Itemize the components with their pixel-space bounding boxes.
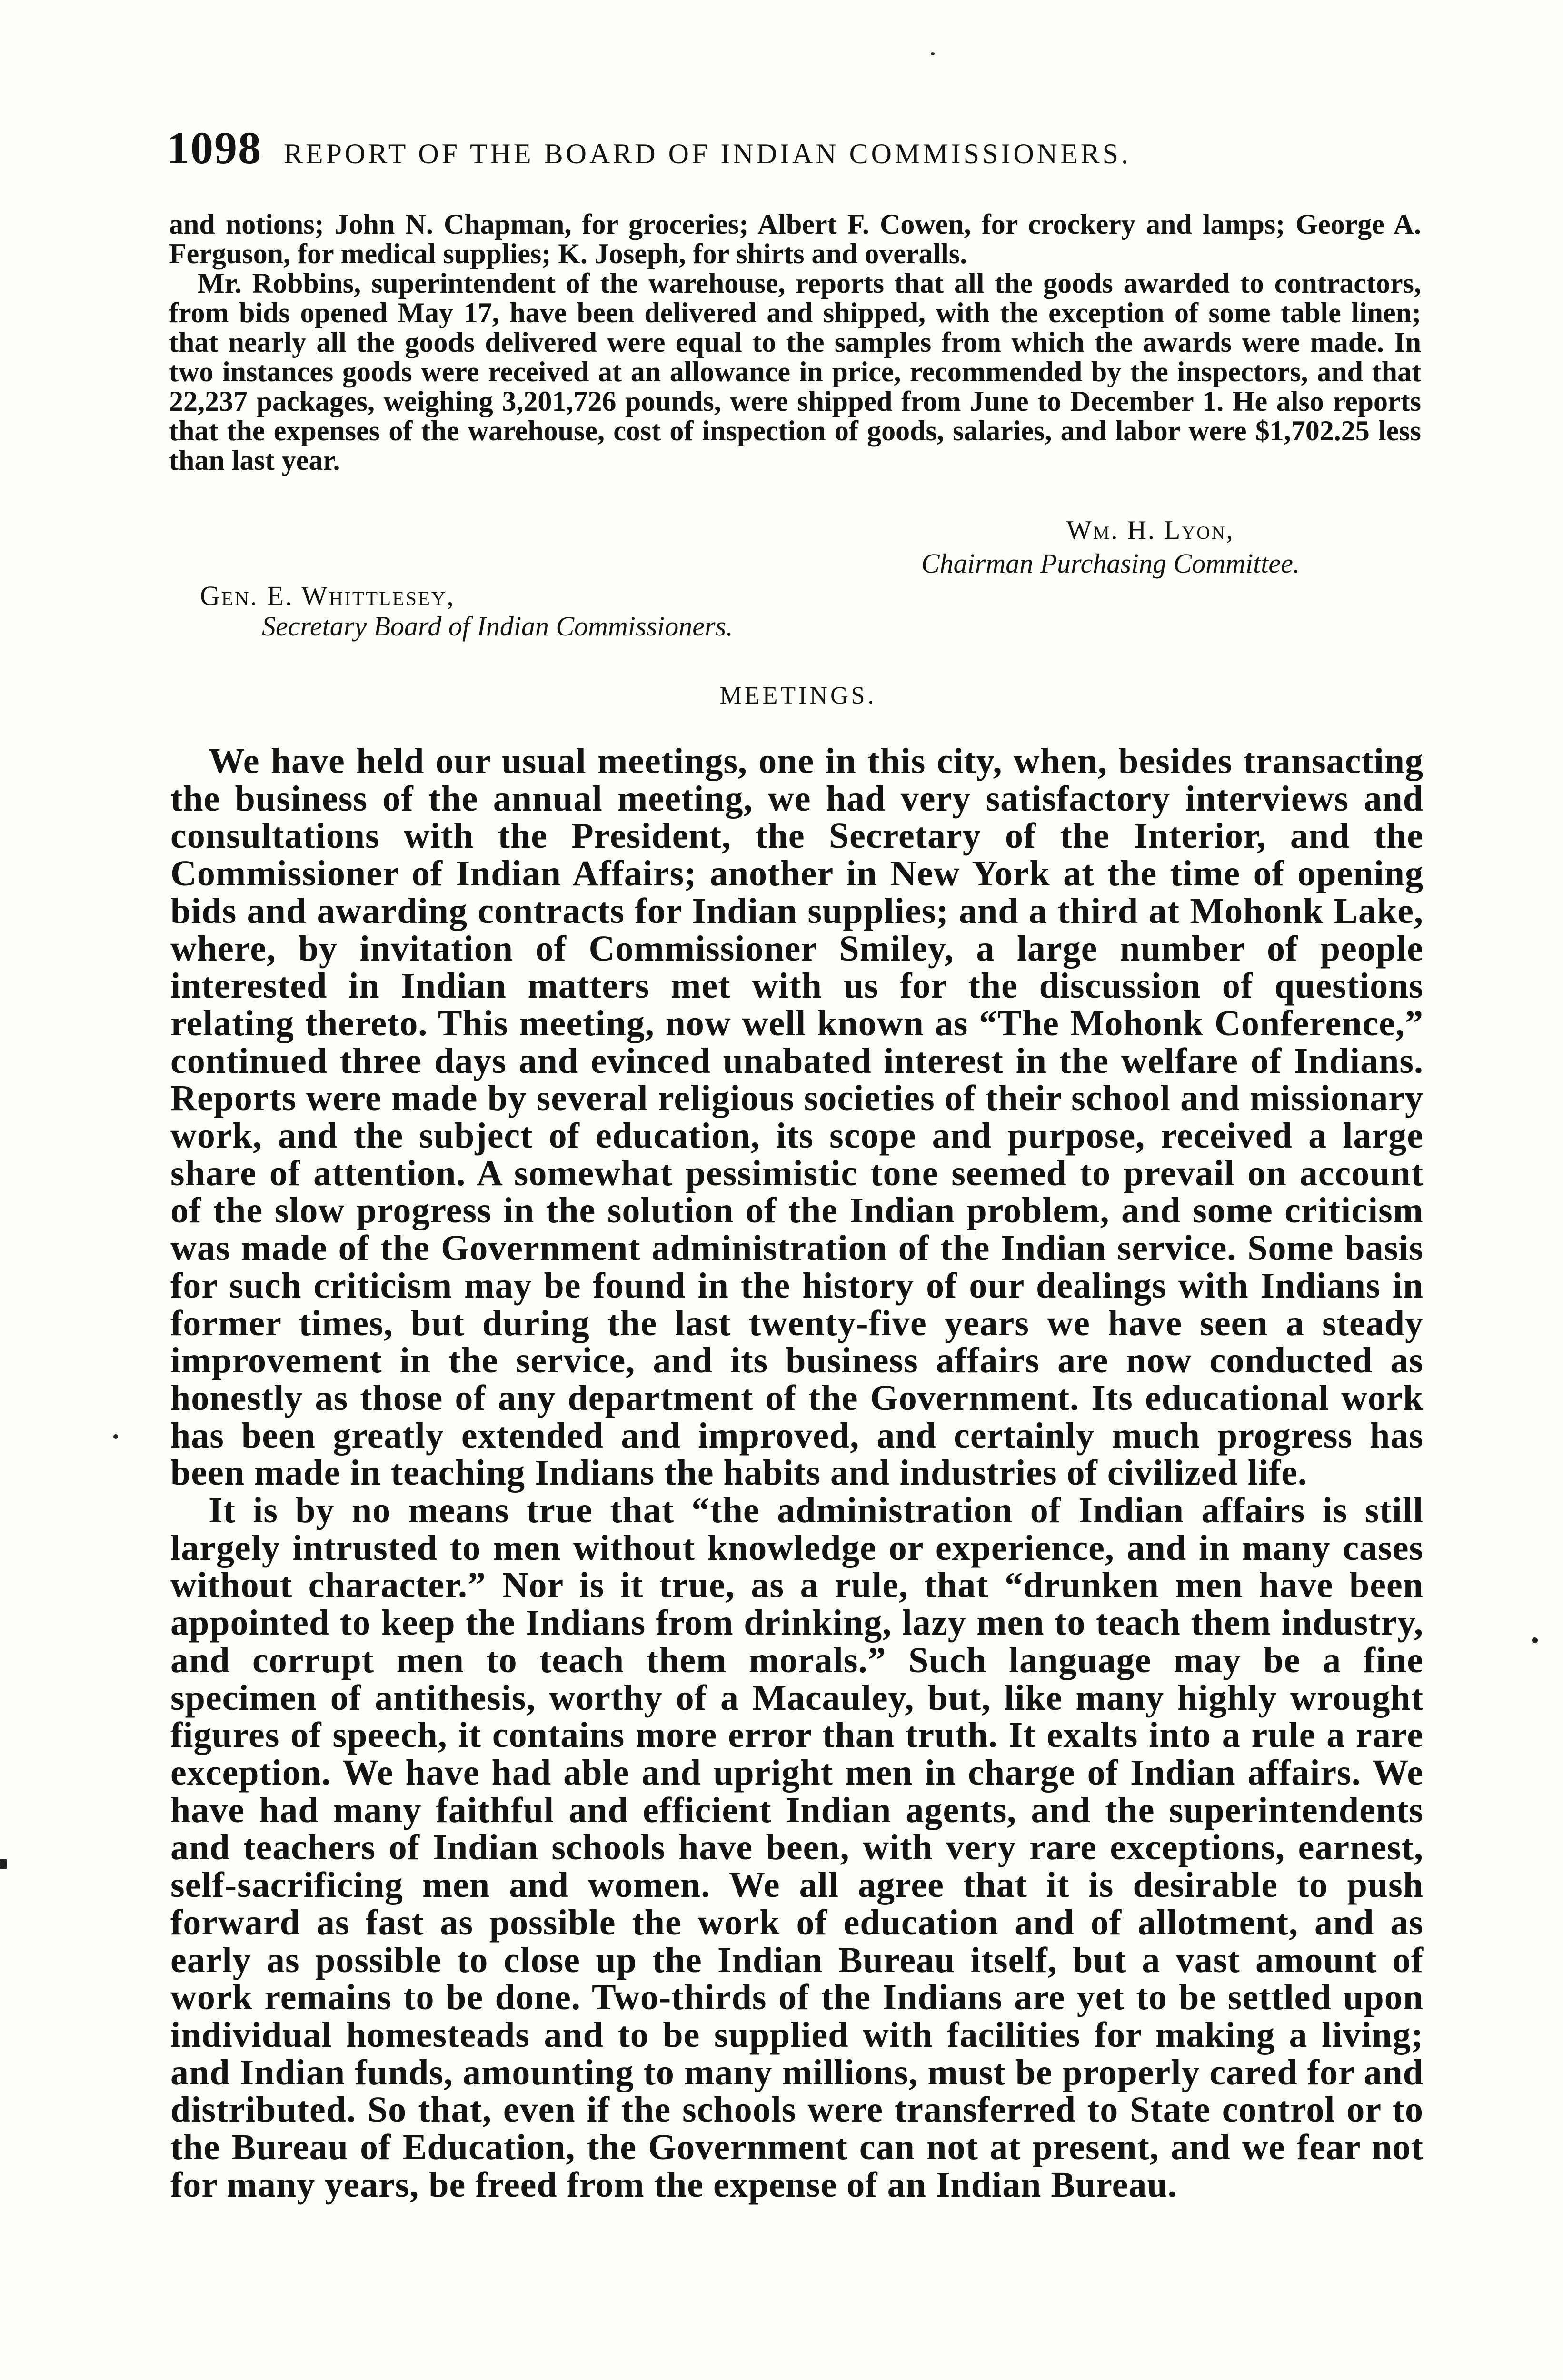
signature-name: Wm. H. Lyon, [1066, 516, 1234, 545]
section-heading: MEETINGS. [719, 682, 877, 709]
print-speck [113, 1434, 118, 1439]
page-number: 1098 [167, 122, 262, 173]
page-header [167, 121, 1404, 174]
letter-paragraph: Mr. Robbins, superintendent of the warehouse, reports that all the goods awarded to contractors, from bids opened May 17, have been delivered and shipped, with the exception of some table linen; that nearly all the goods delivered were equal to the samples from which the awards were made. In two instances goods were received at an allowance in price, recommended by the inspectors, and that 22,237 packages, weighing 3,201,726 pounds, were shipped from June to December 1. He also reports that the expenses of the warehouse, cost of inspection of goods, salaries, and labor were $1,702.25 less than last year. [169, 268, 1421, 476]
print-speck [931, 52, 935, 55]
print-speck [0, 1859, 7, 1869]
addressee-title: Secretary Board of Indian Commissioners. [262, 611, 733, 642]
meetings-paragraph: It is by no means true that “the administration of Indian affairs is still largely intrusted to men without knowledge or experience, and in many cases without character.” Nor is it true, as a rule, that “drunken men have been appointed to keep the Indians from drinking, lazy men to teach them industry, and corrupt men to teach them morals.” Such language may be a fine specimen of antithesis, worthy of a Macauley, but, like many highly wrought figures of speech, it contains more error than truth. It exalts into a rule a rare exception. We have had able and upright men in charge of Indian affairs. We have had many faithful and efficient Indian agents, and the superintendents and teachers of Indian schools have been, with very rare exceptions, earnest, self-sacrificing men and women. We all agree that it is desirable to push forward as fast as possible the work of education and of allotment, and as early as possible to close up the Indian Bureau itself, but a vast amount of work remains to be done. Two-thirds of the Indians are yet to be settled upon individual homesteads and to be supplied with facilities for making a living; and Indian funds, amounting to many millions, must be properly cared for and distributed. So that, even if the schools were transferred to State control or to the Bureau of Education, the Government can not at present, and we fear not for many years, be freed from the expense of an Indian Bureau. [170, 1490, 1424, 2205]
letter-body [169, 209, 1421, 475]
meetings-paragraph: We have held our usual meetings, one in this city, when, besides transacting the business of the annual meeting, we had very satisfactory interviews and consultations with the President, the Secretary of the Interior, and the Commissioner of Indian Affairs; another in New York at the time of opening bids and awarding contracts for Indian supplies; and a third at Mohonk Lake, where, by invitation of Commissioner Smiley, a large number of people interested in Indian matters met with us for the discussion of questions relating thereto. This meeting, now well known as “The Mohonk Conference,” continued three days and evinced unabated interest in the welfare of Indians. Reports were made by several religious societies of their school and missionary work, and the subject of education, its scope and purpose, received a large share of attention. A somewhat pessimistic tone seemed to prevail on account of the slow progress in the solution of the Indian problem, and some criticism was made of the Government administration of the Indian service. Some basis for such criticism may be found in the history of our dealings with Indians in former times, but during the last twenty-five years we have seen a steady improvement in the service, and its business affairs are now conducted as honestly as those of any department of the Government. Its educational work has been greatly extended and improved, and certainly much progress has been made in teaching Indians the habits and industries of civilized life. [170, 741, 1424, 1493]
signature-title: Chairman Purchasing Committee. [921, 548, 1300, 579]
addressee-name: Gen. E. Whittlesey, [200, 580, 456, 611]
letter-paragraph: and notions; John N. Chapman, for groceries; Albert F. Cowen, for crockery and lamps; George A. Ferguson, for medical supplies; K. Joseph, for shirts and overalls. [169, 208, 1421, 269]
print-speck [1532, 1637, 1538, 1643]
running-head: REPORT OF THE BOARD OF INDIAN COMMISSIONERS. [284, 138, 1132, 169]
meetings-body [170, 743, 1424, 2203]
